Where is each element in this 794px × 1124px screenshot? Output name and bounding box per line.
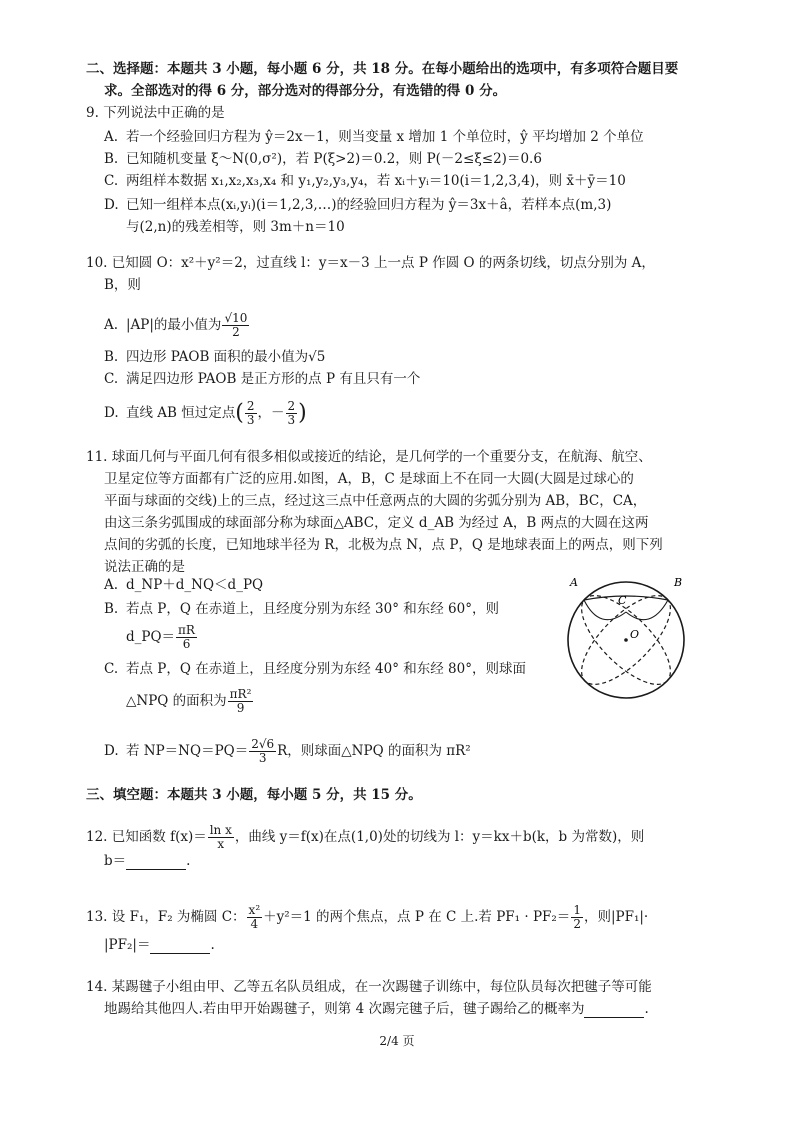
q11-stem-2: 卫星定位等方面都有广泛的应用.如图，A，B，C 是球面上不在同一大圆(大圆是过球心的 [104, 471, 634, 487]
option-label: A. [104, 577, 119, 593]
fraction [247, 904, 263, 931]
option-label: B. [104, 349, 119, 365]
q13-post: ，则|PF₁|· [583, 909, 649, 925]
q11-stem-4: 由这三条劣弧围成的球面部分称为球面△ABC，定义 d_AB 为经过 A，B 两点的大圆在这两 [104, 515, 649, 531]
denominator: 4 [250, 917, 259, 931]
fraction [245, 400, 257, 427]
denominator: 2 [232, 325, 240, 339]
numerator: x² [248, 903, 261, 917]
option-label: A. [104, 317, 119, 333]
answer-blank[interactable] [126, 855, 186, 870]
section3-header: 三、填空题：本题共 3 小题，每小题 5 分，共 15 分。 [86, 787, 422, 803]
q11-stem-3: 平面与球面的交线)上的三点，经过这三点中任意两点的大圆的劣弧分别为 AB，BC，CA， [104, 493, 647, 509]
denominator: 3 [287, 413, 296, 427]
fraction [571, 904, 583, 931]
numerator: 2 [287, 399, 296, 413]
numerator: √10 [224, 311, 248, 325]
denominator: 2 [573, 917, 581, 931]
numerator: ln x [209, 823, 232, 837]
right-paren: ) [298, 400, 307, 426]
q14-line1: 某踢毽子小组由甲、乙等五名队员组成，在一次踢毽子训练中，每位队员每次把毽子等可能 [111, 979, 652, 995]
q10-option-c-text: 满足四边形 PAOB 是正方形的点 P 有且只有一个 [126, 371, 421, 387]
q12-answer-prefix: b＝ [104, 853, 127, 869]
section2-header-cont: 求。全部选对的得 6 分，部分选对的得部分分，有选错的得 0 分。 [104, 83, 507, 99]
label-c: C [618, 594, 627, 607]
left-paren: ( [235, 400, 244, 426]
label-a: A [570, 576, 578, 589]
option-label: C. [104, 661, 119, 677]
q10-option-c [104, 370, 420, 388]
fraction [222, 312, 249, 339]
denominator: 3 [246, 413, 255, 427]
option-label: A. [104, 129, 119, 145]
q10-stem [86, 254, 655, 272]
q9-option-a-text: 若一个经验回归方程为 ŷ＝2x－1，则当变量 x 增加 1 个单位时，ŷ 平均增加 2 个单位 [126, 129, 644, 145]
q13-answer-prefix: |PF₂|＝ [104, 937, 151, 953]
q13-mid: ＋y²＝1 的两个焦点，点 P 在 C 上.若 PF₁ · PF₂＝ [263, 909, 571, 925]
q12-pre: 已知函数 f(x)＝ [111, 829, 207, 845]
q9-option-c [104, 172, 626, 190]
q11-option-c-text: 若点 P，Q 在赤道上，且经度分别为东经 40° 和东经 80°，则球面 [126, 661, 526, 677]
option-label: D. [104, 405, 119, 421]
option-label: C. [104, 371, 119, 387]
arc-bc [626, 600, 668, 620]
q10-stem-text: 已知圆 O：x²＋y²＝2，过直线 l：y＝x－3 上一点 P 作圆 O 的两条切线，切点分别为 A， [111, 255, 655, 271]
q11-option-d-pre: 若 NP＝NQ＝PQ＝ [126, 743, 249, 759]
fraction [208, 824, 234, 851]
q11-stem-6: 说法正确的是 [104, 559, 185, 575]
page-number: 2/4 页 [379, 1034, 415, 1048]
q14-line2 [104, 1000, 649, 1018]
option-label: B. [104, 601, 119, 617]
fraction [228, 688, 254, 715]
q11-stem [86, 448, 652, 466]
denominator: x [217, 837, 225, 851]
option-label: B. [104, 151, 119, 167]
q10-option-a [104, 312, 250, 339]
section2-header: 二、选择题：本题共 3 小题，每小题 6 分，共 18 分。在每小题给出的选项中，有多项符合题目要 [86, 61, 679, 77]
numerator: 2 [246, 399, 255, 413]
q10-option-d [104, 400, 307, 427]
q9-option-d-cont: 与(2,n)的残差相等，则 3m＋n＝10 [126, 219, 345, 235]
q11-stem-text: 球面几何与平面几何有很多相似或接近的结论，是几何学的一个重要分支，在航海、航空、 [111, 449, 652, 465]
q11-option-a [104, 576, 263, 594]
q9-option-d-text: 已知一组样本点(xᵢ,yᵢ)(i＝1,2,3,…)的经验回归方程为 ŷ＝3x＋â，若样本点(m,3) [126, 197, 612, 213]
q11-option-c-cont [126, 688, 254, 715]
q9-option-a [104, 128, 644, 146]
label-b: B [674, 576, 683, 589]
q11-option-b-cont [126, 624, 198, 651]
q12-number: 12. [86, 829, 108, 845]
option-label: C. [104, 173, 119, 189]
center-point [624, 638, 628, 642]
q11-option-c [104, 660, 526, 678]
q13-line2 [104, 936, 215, 954]
q10-number: 10. [86, 255, 108, 271]
q14-stem [86, 978, 652, 996]
q13-number: 13. [86, 909, 108, 925]
fraction [286, 400, 298, 427]
q11-option-c-pre: △NPQ 的面积为 [126, 693, 227, 709]
q14-line2-text: 地踢给其他四人.若由甲开始踢毽子，则第 4 次踢完毽子后，毽子踢给乙的概率为 [104, 1001, 585, 1017]
q10-option-a-text: |AP|的最小值为 [126, 317, 222, 333]
q12-post: ，曲线 y＝f(x)在点(1,0)处的切线为 l：y＝kx＋b(k，b 为常数)，则 [234, 829, 645, 845]
q11-number: 11. [86, 449, 108, 465]
denominator: 3 [258, 751, 267, 765]
q12-line2 [104, 852, 190, 870]
q11-option-b [104, 600, 499, 618]
q11-option-b-text: 若点 P，Q 在赤道上，且经度分别为东经 30° 和东经 60°，则 [126, 601, 499, 617]
denominator: 9 [236, 701, 245, 715]
q9-option-c-text: 两组样本数据 x₁,x₂,x₃,x₄ 和 y₁,y₂,y₃,y₄，若 xᵢ＋yᵢ＝10(i＝1,2,3,4)，则 x̄＋ȳ＝10 [126, 173, 626, 189]
numerator: 1 [573, 903, 581, 917]
label-o: O [630, 628, 640, 641]
period: . [186, 853, 191, 869]
numerator: πR² [229, 687, 252, 701]
q11-option-d [104, 738, 471, 765]
q9-option-b-text: 已知随机变量 ξ～N(0,σ²)，若 P(ξ>2)＝0.2，则 P(－2≤ξ≤2)＝0.6 [126, 151, 542, 167]
q11-option-b-pre: d_PQ＝ [126, 629, 176, 645]
q9-option-d [104, 196, 611, 214]
option-label: D. [104, 197, 119, 213]
q10-option-d-text: 直线 AB 恒过定点 [126, 405, 236, 421]
q9-stem [86, 104, 225, 122]
fraction [176, 624, 197, 651]
q10-option-b-text: 四边形 PAOB 面积的最小值为√5 [126, 349, 326, 365]
q13-stem [86, 904, 648, 931]
sphere-figure [560, 572, 692, 704]
q11-option-a-text: d_NP＋d_NQ＜d_PQ [126, 577, 264, 593]
q12-stem [86, 824, 644, 851]
q9-option-b [104, 150, 542, 168]
answer-blank[interactable] [150, 939, 210, 954]
answer-blank[interactable] [584, 1003, 644, 1018]
numerator: πR [178, 623, 195, 637]
q13-pre: 设 F₁，F₂ 为椭圆 C： [111, 909, 246, 925]
numerator: 2√6 [251, 737, 275, 751]
q9-stem-text: 下列说法中正确的是 [103, 105, 225, 121]
q11-option-d-post: R，则球面△NPQ 的面积为 πR² [277, 743, 471, 759]
q9-number: 9. [86, 105, 99, 121]
period: . [210, 937, 215, 953]
q14-number: 14. [86, 979, 108, 995]
option-label: D. [104, 743, 119, 759]
denominator: 6 [182, 637, 191, 651]
period: . [644, 1001, 649, 1017]
q10-stem-cont: B，则 [104, 277, 141, 293]
q10-option-b [104, 348, 325, 366]
fraction [249, 738, 276, 765]
q10-option-d-mid: ，－ [257, 405, 285, 421]
q11-stem-5: 点间的劣弧的长度，已知地球半径为 R，北极为点 N，点 P，Q 是地球表面上的两点，则下列 [104, 537, 663, 553]
